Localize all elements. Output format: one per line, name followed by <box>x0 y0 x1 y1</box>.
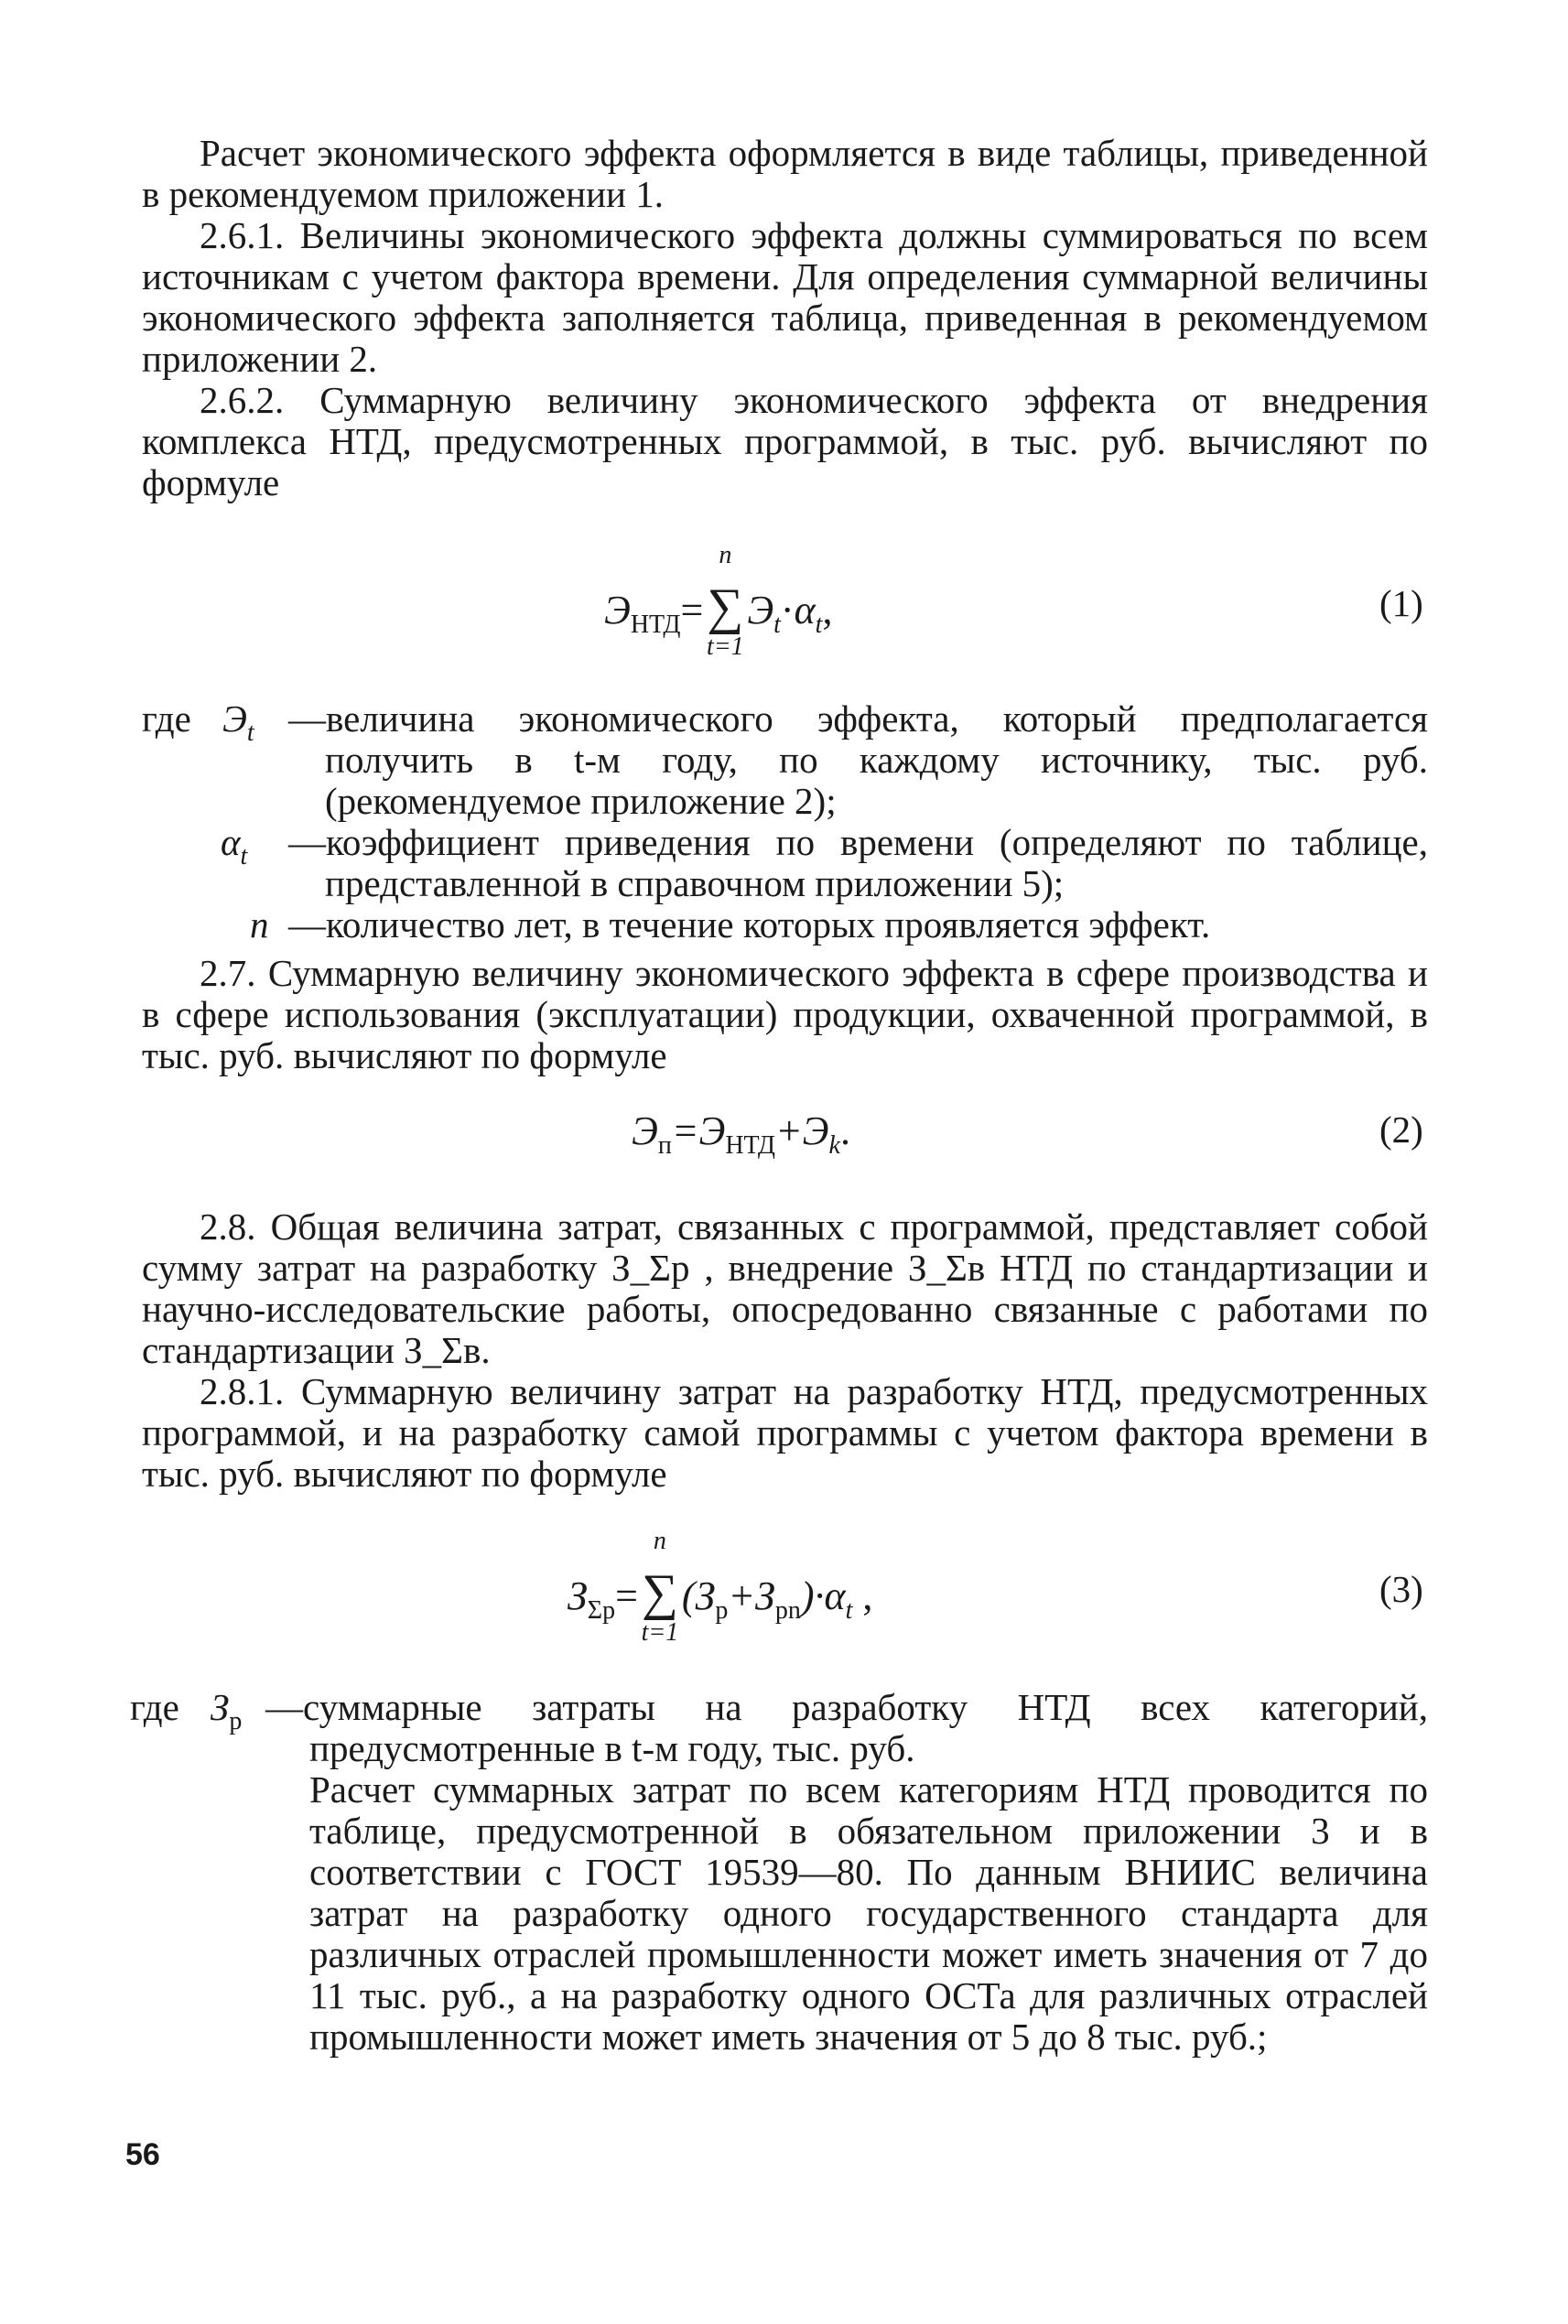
formula-2-lhs: Э <box>632 1108 658 1153</box>
formula-2-rhs1: =Э <box>671 1108 726 1153</box>
formula-3-number: (3) <box>1379 1568 1423 1610</box>
formula-1-term1-sub: t <box>773 611 781 639</box>
definition-zp-more: Расчет суммарных затрат по всем категориям НТД проводится по таблице, предусмотренной в обязательном приложении 3 и в соответствии с ГОСТ 19539—80. По данным ВНИИС величина затрат на разработку одного государственного стандарта для различных отраслей промышленности может иметь значения от 7 до 11 тыс. руб., а на разработку одного ОСТа для различных отраслей промышленности может иметь значения от 5 до 8 тыс. руб.; <box>309 1768 1428 2058</box>
definition-n <box>142 904 1428 946</box>
formula-3-plus: +З <box>728 1573 775 1618</box>
definition-alpha-symbol <box>221 822 247 877</box>
paragraph-2-6-2: 2.6.2. Суммарную величину экономического эффекта от внедрения комплекса НТД, предусмотренных программой, в тыс. руб. вычисляют по формуле <box>142 379 1428 503</box>
formula-2-plus-sub: k <box>828 1131 840 1160</box>
definitions-formula-1 <box>142 698 1428 946</box>
formula-3 <box>568 1527 873 1647</box>
formula-3-close: )·α <box>800 1573 846 1618</box>
formula-1-term2-sub: t <box>815 611 823 639</box>
formula-1-sum-top: n <box>719 541 732 569</box>
paragraph-2-8-1: 2.8.1. Суммарную величину затрат на разработку НТД, предусмотренных программой, и на разработку самой программы с учетом фактора времени в тыс. руб. вычисляют по формуле <box>142 1370 1428 1495</box>
formula-1-eq: = <box>680 588 704 632</box>
definition-alpha-sym: α <box>221 821 241 863</box>
formula-1-dot: · <box>780 588 795 632</box>
formula-2-rhs1-sub: НТД <box>725 1131 775 1160</box>
formula-2-lhs-sub: п <box>657 1131 672 1160</box>
formula-3-sum-top: n <box>653 1527 666 1555</box>
formula-1 <box>604 541 833 661</box>
paragraph-2-6-1: 2.6.1. Величины экономического эффекта должны суммироваться по всем источникам с учетом фактора времени. Для определения суммарной величины экономического эффекта заполняется таблица, приведенная в рекомендуемом приложении 2. <box>142 214 1428 380</box>
formula-1-term2: α <box>794 588 816 632</box>
formula-2 <box>632 1108 850 1161</box>
definition-et-sym: Э <box>222 697 247 740</box>
definition-zp-symbol <box>211 1687 242 1742</box>
formula-1-sum-bottom: t=1 <box>706 632 744 661</box>
formula-3-a-sub: р <box>715 1596 729 1625</box>
formula-3-open: (З <box>681 1573 716 1618</box>
definition-et-text: —величина экономического эффекта, который предполагается получить в t-м году, по каждому источнику, тыс. руб. (рекомендуемое приложение 2); <box>288 697 1428 822</box>
definition-3-intro-where: где <box>130 1686 179 1728</box>
sigma-icon: ∑ <box>707 578 744 635</box>
definition-n-symbol: n <box>250 903 269 946</box>
formula-3-sum-bottom: t=1 <box>641 1618 679 1647</box>
page-number: 56 <box>125 2137 160 2172</box>
formula-2-number: (2) <box>1379 1108 1423 1151</box>
definition-alpha-sub: t <box>240 842 248 870</box>
sigma-icon: ∑ <box>641 1564 678 1621</box>
definition-et <box>142 698 1428 822</box>
formula-3-c-sub: t <box>845 1596 853 1625</box>
formula-1-number: (1) <box>1379 582 1423 624</box>
formula-3-eq: = <box>615 1573 638 1618</box>
text-block-intro <box>142 133 1428 503</box>
paragraph-2-8: 2.8. Общая величина затрат, связанных с программой, представляет собой сумму затрат на разработку З_Σр , внедрение З_Σв НТД по стандартизации и научно-исследовательские работы, опосредованно связанные с работами по стандартизации З_Σв. <box>142 1205 1428 1371</box>
formula-1-tail: , <box>822 588 833 632</box>
definitions-formula-3 <box>130 1687 1428 2058</box>
definition-alpha <box>142 822 1428 904</box>
definition-n-text: —количество лет, в течение которых проявляется эффект. <box>288 903 1211 946</box>
formula-1-term1: Э <box>747 588 774 632</box>
formula-1-lhs: Э <box>604 588 631 632</box>
formula-1-sum <box>703 541 747 661</box>
formula-3-lhs-sub: Σр <box>587 1596 616 1625</box>
definition-zp <box>130 1687 1428 2058</box>
definition-intro-where: где <box>142 697 191 740</box>
definition-zp-sub: р <box>229 1707 243 1735</box>
definition-et-sub: t <box>246 719 254 747</box>
paragraph-2-7: 2.7. Суммарную величину экономического эффекта в сфере производства и в сфере использования (эксплуатации) продукции, охваченной программой, в тыс. руб. вычисляют по формуле <box>142 952 1428 1076</box>
text-block-2-7 <box>142 953 1428 1076</box>
text-block-2-8 <box>142 1206 1428 1495</box>
definition-et-symbol <box>222 698 254 753</box>
definition-zp-sym: З <box>211 1686 230 1728</box>
formula-1-lhs-sub: НТД <box>630 611 681 639</box>
formula-2-tail: . <box>839 1108 850 1153</box>
formula-3-tail: , <box>852 1573 873 1618</box>
formula-2-plus: +Э <box>774 1108 829 1153</box>
formula-3-b-sub: рn <box>774 1596 801 1625</box>
definition-zp-text: —суммарные затраты на разработку НТД всех категорий, предусмотренные в t-м году, тыс. руб. <box>265 1686 1428 1769</box>
formula-3-sum <box>638 1527 682 1647</box>
paragraph-calc-table: Расчет экономического эффекта оформляется в виде таблицы, приведенной в рекомендуемом приложении 1. <box>142 132 1428 215</box>
formula-3-lhs: З <box>568 1573 588 1618</box>
definition-alpha-text: —коэффициент приведения по времени (определяют по таблице, представленной в справочном приложении 5); <box>288 821 1428 904</box>
